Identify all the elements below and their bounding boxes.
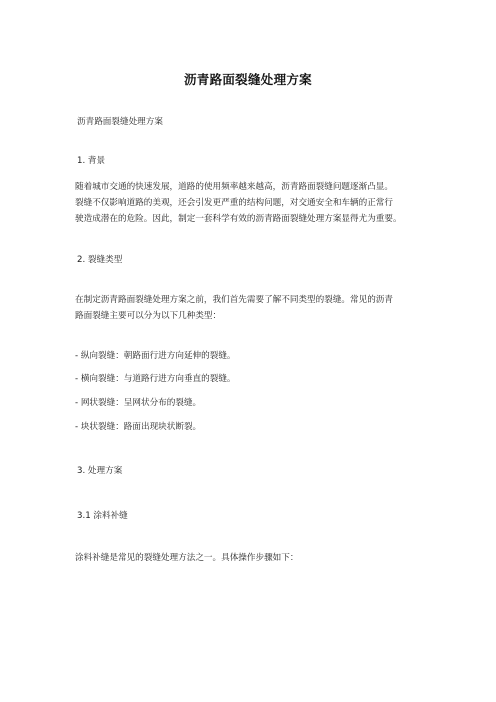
section-2-intro-line-1: 在制定沥青路面裂缝处理方案之前，我们首先需要了解不同类型的裂缝。常见的沥青 xyxy=(75,295,393,305)
section-1-line-2: 裂缝不仅影响道路的美观，还会引发更严重的结构问题，对交通安全和车辆的正常行 xyxy=(75,198,393,208)
section-1-line-3: 驶造成潜在的危险。因此，制定一套科学有效的沥青路面裂缝处理方案显得尤为重要。 xyxy=(75,214,402,224)
crack-type-item: - 网状裂缝：呈网状分布的裂缝。 xyxy=(75,398,202,408)
section-2-heading: 2. 裂缝类型 xyxy=(77,255,123,265)
crack-type-item: - 纵向裂缝：朝路面行进方向延伸的裂缝。 xyxy=(75,351,236,361)
document-title: 沥青路面裂缝处理方案 xyxy=(183,72,312,87)
document-subtitle: 沥青路面裂缝处理方案 xyxy=(77,117,163,127)
section-3-1-body: 涂料补缝是常见的裂缝处理方法之一。具体操作步骤如下： xyxy=(75,553,299,563)
section-3-1-heading: 3.1 涂料补缝 xyxy=(77,511,128,521)
section-1-line-1: 随着城市交通的快速发展，道路的使用频率越来越高，沥青路面裂缝问题逐渐凸显。 xyxy=(75,182,393,192)
crack-type-item: - 横向裂缝：与道路行进方向垂直的裂缝。 xyxy=(75,374,236,384)
crack-type-item: - 块状裂缝：路面出现块状断裂。 xyxy=(75,422,202,432)
section-3-heading: 3. 处理方案 xyxy=(77,466,123,476)
section-1-heading: 1. 背景 xyxy=(77,156,106,166)
section-2-intro-line-2: 路面裂缝主要可以分为以下几种类型： xyxy=(75,311,222,321)
